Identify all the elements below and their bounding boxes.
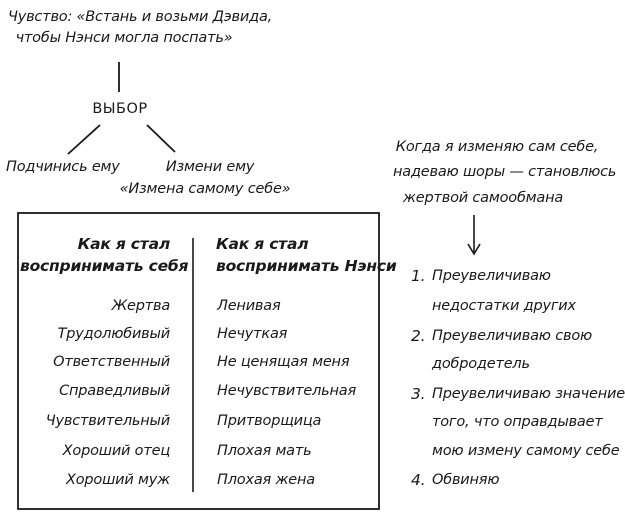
list-item-number: 3. [411, 385, 426, 403]
list-item-line: недостатки других [432, 298, 576, 314]
list-item-number: 2. [411, 327, 426, 345]
list-item-line: добродетель [432, 356, 530, 372]
choice-label: ВЫБОР [92, 101, 148, 117]
side-text-line-1: Когда я изменяю сам себе, [395, 139, 599, 155]
list-item-line: Преувеличиваю [432, 268, 551, 284]
nancy-trait: Ленивая [217, 298, 281, 314]
list-item-line: мою измену самому себе [432, 443, 620, 459]
self-trait: Хороший отец [62, 443, 170, 459]
nancy-trait: Плохая мать [217, 443, 312, 459]
feeling-line-2: чтобы Нэнси могла поспать» [15, 30, 233, 46]
list-item-line: Преувеличиваю значение [432, 386, 625, 402]
self-trait: Ответственный [53, 354, 170, 370]
list-item-number: 4. [411, 471, 426, 489]
self-trait: Справедливый [59, 383, 170, 399]
list-item-number: 1. [411, 267, 426, 285]
list-item-line: того, что оправдывает [432, 414, 603, 430]
self-header-line-1: Как я стал [77, 235, 170, 253]
side-text-line-3: жертвой самообмана [402, 190, 564, 206]
nancy-header-line-2: воспринимать Нэнси [216, 257, 397, 275]
nancy-trait: Притворщица [217, 413, 322, 429]
choice-right-option-2: «Измена самому себе» [119, 181, 291, 197]
self-trait: Трудолюбивый [57, 326, 170, 342]
side-text-line-2: надеваю шоры — становлюсь [393, 164, 617, 180]
choice-right-branch [147, 125, 175, 152]
choice-left-branch [68, 125, 100, 154]
nancy-trait: Нечувствительная [217, 383, 356, 399]
nancy-trait: Нечуткая [217, 326, 288, 342]
self-trait: Чувствительный [45, 413, 170, 429]
self-trait: Хороший муж [66, 472, 170, 488]
nancy-header-line-1: Как я стал [216, 235, 309, 253]
self-header-line-2: воспринимать себя [20, 257, 189, 275]
feeling-line-1: Чувство: «Встань и возьми Дэвида, [7, 9, 273, 25]
self-trait: Жертва [111, 298, 170, 314]
choice-left-option: Подчинись ему [6, 159, 120, 175]
nancy-trait: Не ценящая меня [217, 354, 350, 370]
nancy-trait: Плохая жена [217, 472, 315, 488]
list-item-line: Обвиняю [432, 472, 500, 488]
list-item-line: Преувеличиваю свою [432, 328, 592, 344]
choice-right-option-1: Измени ему [165, 159, 255, 175]
